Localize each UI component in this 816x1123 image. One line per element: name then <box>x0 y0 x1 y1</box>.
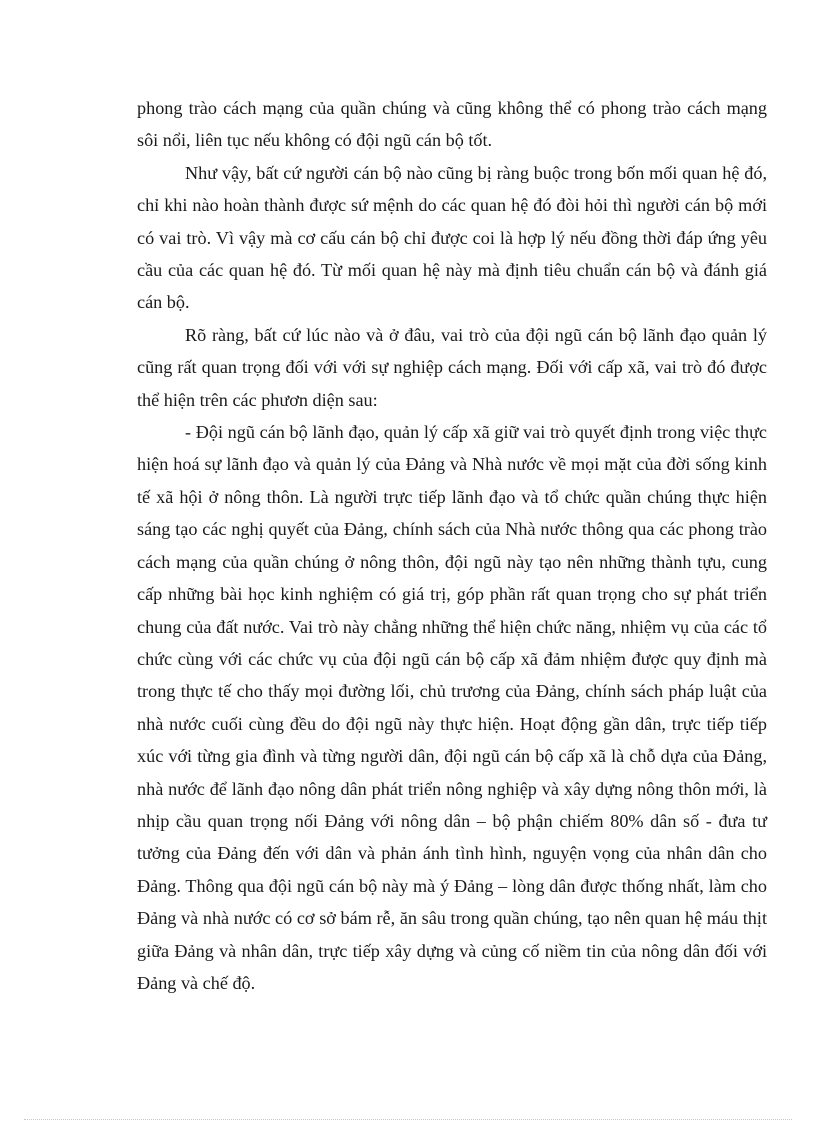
paragraph-continuation: phong trào cách mạng của quần chúng và cũng không thể có phong trào cách mạng sôi nổi, liên tục nếu không có đội ngũ cán bộ tốt. <box>137 98 767 151</box>
paragraph-role-detail: - Đội ngũ cán bộ lãnh đạo, quản lý cấp xã giữ vai trò quyết định trong việc thực hiện hoá sự lãnh đạo và quản lý của Đảng và Nhà nước về mọi mặt của đời sống kinh tế xã hội ở nông thôn. Là người trực tiếp lãnh đạo và tổ chức quần chúng thực hiện sáng tạo các nghị quyết của Đảng, chính sách của Nhà nước thông qua các phong trào cách mạng của quần chúng ở nông thôn, đội ngũ này tạo nên những thành tựu, cung cấp những bài học kinh nghiệm có giá trị, góp phần rất quan trọng cho sự phát triển chung của đất nước. Vai trò này chẳng những thể hiện chức năng, nhiệm vụ của các tổ chức cùng với các chức vụ của đội ngũ cán bộ cấp xã đảm nhiệm được quy định mà trong thực tế cho thấy mọi đường lối, chủ trương của Đảng, chính sách pháp luật của nhà nước cuối cùng đều do đội ngũ này thực hiện. Hoạt động gần dân, trực tiếp tiếp xúc với từng gia đình và từng người dân, đội ngũ cán bộ cấp xã là chỗ dựa của Đảng, nhà nước để lãnh đạo nông dân phát triển nông nghiệp và xây dựng nông thôn mới, là nhịp cầu quan trọng nối Đảng với nông dân – bộ phận chiếm 80% dân số - đưa tư tưởng của Đảng đến với dân và phản ánh tình hình, nguyện vọng của nhân dân cho Đảng. Thông qua đội ngũ cán bộ này mà ý Đảng – lòng dân được thống nhất, làm cho Đảng và nhà nước có cơ sở bám rễ, ăn sâu trong quần chúng, tạo nên quan hệ máu thịt giữa Đảng và nhân dân, trực tiếp xây dựng và củng cố niềm tin của nông dân đối với Đảng và chế độ. <box>137 422 767 993</box>
body-text <box>137 92 767 999</box>
footer-divider <box>24 1119 792 1120</box>
paragraph-relationships: Như vậy, bất cứ người cán bộ nào cũng bị ràng buộc trong bốn mối quan hệ đó, chỉ khi nào hoàn thành được sứ mệnh do các quan hệ đó đòi hỏi thì người cán bộ mới có vai trò. Vì vậy mà cơ cấu cán bộ chỉ được coi là hợp lý nếu đồng thời đáp ứng yêu cầu của các quan hệ đó. Từ mối quan hệ này mà định tiêu chuẩn cán bộ và đánh giá cán bộ. <box>137 162 767 313</box>
paragraph-role-overview: Rõ ràng, bất cứ lúc nào và ở đâu, vai trò của đội ngũ cán bộ lãnh đạo quản lý cũng rất quan trọng đối với với sự nghiệp cách mạng. Đối với cấp xã, vai trò đó được thể hiện trên các phươn diện sau: <box>137 324 767 410</box>
